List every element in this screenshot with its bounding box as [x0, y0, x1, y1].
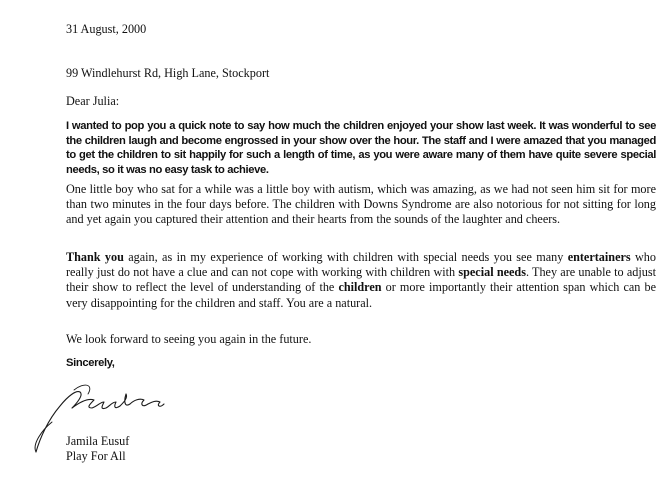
signature-organization: Play For All	[66, 449, 126, 463]
p3-text-a: again, as in my experience of working with children with special needs you see many	[123, 250, 568, 264]
letter-paragraph-1: I wanted to pop you a quick note to say how much the children enjoyed your show last week. It was wonderful to see the children laugh and become engrossed in your show over the hour. The staff and I were amazed that you managed to get the children to sit happily for such a length of time, as you were aware many of them have quite severe special needs, so it was no easy task to achieve.	[66, 120, 656, 176]
letter-salutation: Dear Julia:	[66, 94, 120, 108]
signature-name: Jamila Eusuf	[66, 434, 130, 448]
p3-text-b: who really just do not have a clue and can not cope with working with children with	[66, 250, 656, 280]
p3-children: children	[338, 280, 382, 295]
letter-paragraph-4: We look forward to seeing you again in the future.	[66, 332, 312, 346]
p3-text-c: . They are unable to adjust their show to reflect the level of understanding of the	[66, 265, 656, 295]
letter-paragraph-3	[66, 250, 656, 311]
p3-text-d: or more importantly their attention span which can be very disappointing for the children and staff. You are a natural.	[66, 280, 656, 310]
p3-thank-you: Thank you	[66, 250, 124, 264]
letter-closing: Sincerely,	[66, 357, 115, 369]
p3-entertainers: entertainers	[567, 250, 631, 264]
letter-paragraph-2: One little boy who sat for a while was a little boy with autism, which was amazing, as we had not seen him sit for more than two minutes in the four days before. The children with Downs Syndrome are also notorious for not sitting for long and yet again you captured their attention and their hearts from the sounds of the laughter and cheers.	[66, 182, 656, 227]
letter-date: 31 August, 2000	[66, 22, 147, 36]
letter-address: 99 Windlehurst Rd, High Lane, Stockport	[66, 66, 270, 80]
p3-special-needs: special needs	[458, 265, 526, 280]
